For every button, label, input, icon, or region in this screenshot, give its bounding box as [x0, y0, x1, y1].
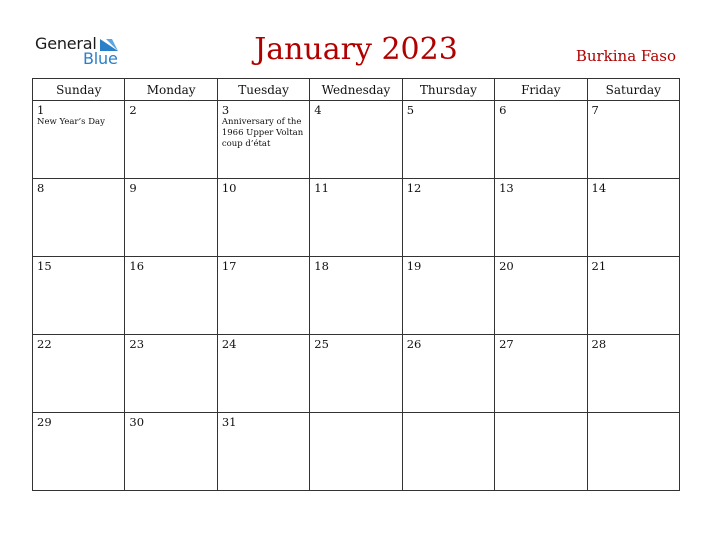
day-number: 31: [221, 415, 237, 429]
week-row: [33, 101, 680, 179]
day-number: 1: [37, 103, 45, 117]
day-number: 30: [129, 415, 145, 429]
day-cell: [217, 101, 309, 179]
day-cell: [125, 179, 217, 257]
week-row: [33, 257, 680, 335]
weekday-header: Friday: [495, 79, 587, 101]
holiday-label: Anniversary of the 1966 Upper Voltan coup d’état: [221, 117, 304, 149]
day-cell: [310, 101, 402, 179]
day-cell: [495, 413, 587, 491]
day-number: 11: [314, 181, 329, 195]
day-number: 14: [591, 181, 607, 195]
day-number: [403, 413, 494, 415]
day-cell: [587, 179, 679, 257]
day-cell: [402, 257, 494, 335]
week-row: [33, 413, 680, 491]
day-number: 27: [499, 337, 514, 351]
day-cell: [310, 335, 402, 413]
day-cell: [125, 413, 217, 491]
day-number: 12: [406, 181, 422, 195]
day-number: 8: [37, 181, 45, 195]
day-cell: [33, 335, 125, 413]
day-number: 5: [406, 103, 415, 117]
week-row: [33, 179, 680, 257]
day-cell: [125, 335, 217, 413]
day-number: 4: [314, 103, 322, 117]
logo-text-general: General: [35, 34, 97, 53]
weekday-header: Tuesday: [217, 79, 309, 101]
day-number: 20: [499, 259, 514, 273]
day-number: 16: [129, 259, 145, 273]
day-cell: [587, 413, 679, 491]
weekday-header: Sunday: [33, 79, 125, 101]
day-number: 18: [314, 259, 329, 273]
country-label: Burkina Faso: [575, 47, 676, 65]
logo-text-blue: Blue: [83, 49, 118, 68]
day-cell: [33, 413, 125, 491]
day-number: 9: [129, 181, 137, 195]
day-number: 29: [37, 415, 52, 429]
day-number: 6: [499, 103, 507, 117]
day-number: 26: [406, 337, 422, 351]
day-number: 10: [221, 181, 237, 195]
day-cell: [33, 179, 125, 257]
day-cell: [402, 413, 494, 491]
day-cell: [33, 101, 125, 179]
day-cell: [495, 335, 587, 413]
day-number: 22: [37, 337, 52, 351]
day-number: 28: [591, 337, 607, 351]
page-title: January 2023: [254, 32, 458, 67]
day-cell: [402, 101, 494, 179]
day-number: [588, 413, 679, 415]
day-number: 23: [129, 337, 145, 351]
day-cell: [33, 257, 125, 335]
day-number: 21: [591, 259, 607, 273]
day-number: 19: [406, 259, 422, 273]
day-number: 25: [314, 337, 329, 351]
holiday-label: New Year’s Day: [37, 117, 105, 127]
day-cell: [587, 335, 679, 413]
day-cell: [402, 179, 494, 257]
day-cell: [217, 179, 309, 257]
weekday-header: Thursday: [402, 79, 494, 101]
weekday-header-row: [33, 79, 680, 101]
day-number: 7: [591, 103, 599, 117]
day-number: 13: [499, 181, 514, 195]
day-cell: [125, 101, 217, 179]
day-cell: [125, 257, 217, 335]
calendar-grid: [32, 78, 680, 491]
day-cell: [495, 257, 587, 335]
day-cell: [402, 335, 494, 413]
day-number: 24: [221, 337, 237, 351]
day-cell: [217, 335, 309, 413]
day-number: 17: [221, 259, 237, 273]
day-number: [310, 413, 401, 415]
day-cell: [495, 101, 587, 179]
day-cell: [310, 413, 402, 491]
day-cell: [310, 179, 402, 257]
day-cell: [587, 257, 679, 335]
day-number: 2: [129, 103, 137, 117]
day-cell: [587, 101, 679, 179]
day-cell: [217, 257, 309, 335]
weekday-header: Monday: [125, 79, 217, 101]
day-cell: [217, 413, 309, 491]
weekday-header: Wednesday: [310, 79, 402, 101]
week-row: [33, 335, 680, 413]
day-number: 15: [37, 259, 52, 273]
day-number: [495, 413, 586, 415]
day-cell: [495, 179, 587, 257]
day-cell: [310, 257, 402, 335]
weekday-header: Saturday: [587, 79, 679, 101]
day-number: 3: [221, 103, 230, 117]
